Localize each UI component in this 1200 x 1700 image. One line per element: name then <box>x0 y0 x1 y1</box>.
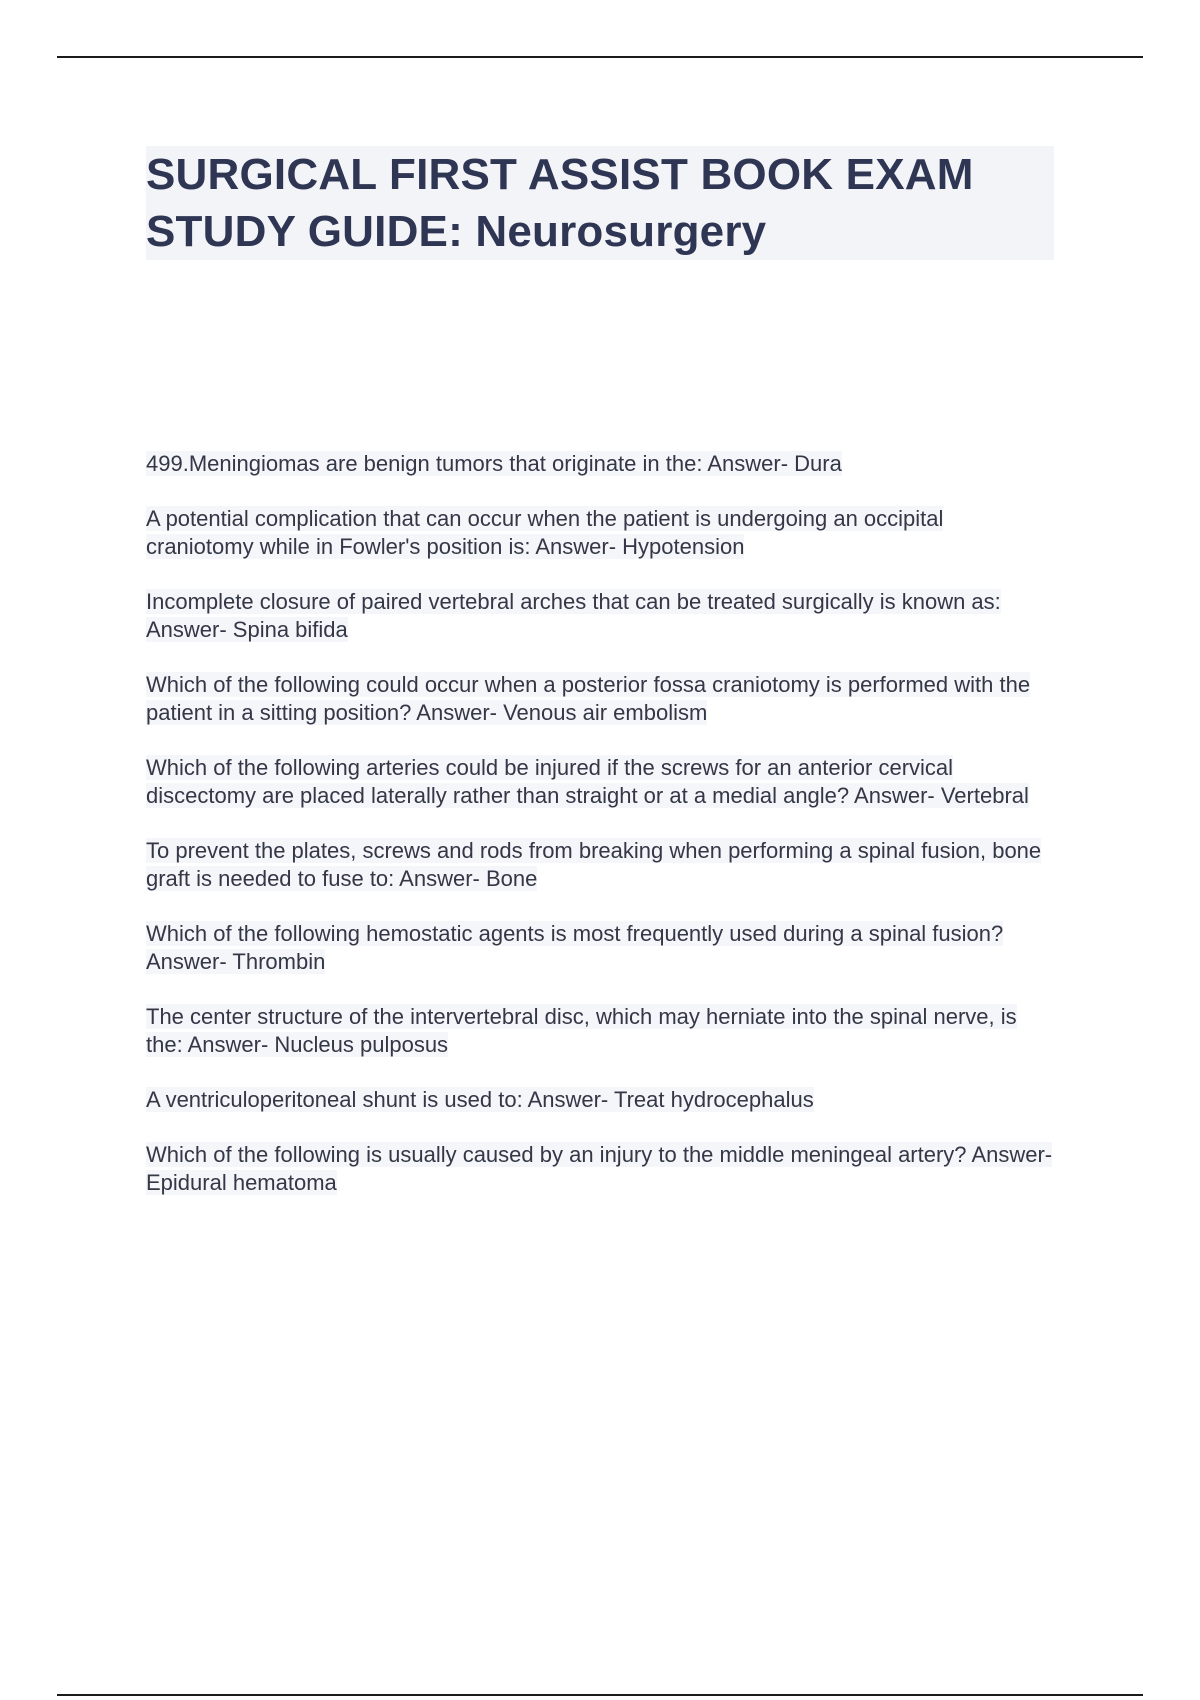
question-item: Which of the following hemostatic agents is most frequently used during a spinal fusion? Answer- Thrombin <box>146 921 1004 974</box>
document-title-block <box>146 146 1054 260</box>
header-rule <box>57 56 1143 58</box>
question-item: Incomplete closure of paired vertebral arches that can be treated surgically is known as: Answer- Spina bifida <box>146 589 1001 642</box>
question-item: A ventriculoperitoneal shunt is used to: Answer- Treat hydrocephalus <box>146 1087 814 1112</box>
document-title: SURGICAL FIRST ASSIST BOOK EXAM STUDY GUIDE: Neurosurgery <box>146 150 974 256</box>
question-item: Which of the following could occur when a posterior fossa craniotomy is performed with the patient in a sitting position? Answer- Venous air embolism <box>146 672 1031 725</box>
footer-rule <box>57 1694 1143 1696</box>
question-item: Which of the following arteries could be injured if the screws for an anterior cervical discectomy are placed laterally rather than straight or at a medial angle? Answer- Vertebral <box>146 755 1029 808</box>
question-item: Which of the following is usually caused by an injury to the middle meningeal artery? Answer- Epidural hematoma <box>146 1142 1053 1195</box>
question-item: A potential complication that can occur when the patient is undergoing an occipital craniotomy while in Fowler's position is: Answer- Hypotension <box>146 506 944 559</box>
question-item: The center structure of the intervertebral disc, which may herniate into the spinal nerve, is the: Answer- Nucleus pulposus <box>146 1004 1017 1057</box>
question-list <box>146 450 1056 1224</box>
question-item: To prevent the plates, screws and rods from breaking when performing a spinal fusion, bone graft is needed to fuse to: Answer- Bone <box>146 838 1042 891</box>
question-item: 499.Meningiomas are benign tumors that originate in the: Answer- Dura <box>146 451 842 476</box>
